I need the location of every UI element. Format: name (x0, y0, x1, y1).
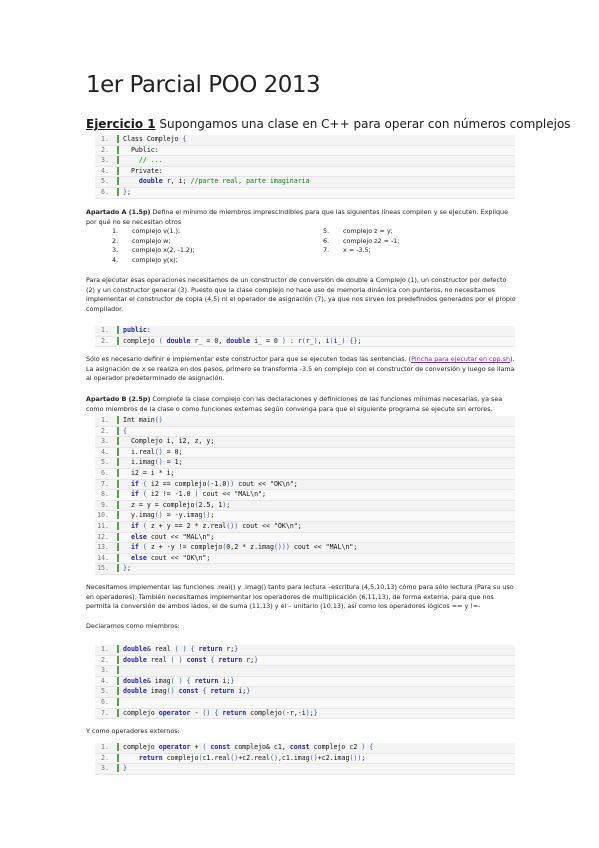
list-item (323, 246, 400, 256)
line-number: 7. (101, 479, 109, 488)
list-number: 1. (112, 227, 119, 235)
apartado-b-body: Complete la clase complejo con las declaraciones y definiciones de las funciones mínimas necesarias, ya sea como miembros de la clase o como funciones externas según convenga para que el siguiente programa se ejecute sin errores. (86, 395, 503, 413)
code-text: else cout << "OK\n"; (117, 554, 210, 562)
code-line (95, 501, 515, 512)
line-number: 15. (97, 564, 109, 573)
code-text: }; (117, 564, 131, 572)
code-block-constructor (95, 326, 515, 347)
line-number: 2. (101, 753, 109, 762)
line-number: 5. (101, 687, 109, 696)
line-number: 1. (101, 135, 109, 143)
list-number: 3. (112, 246, 119, 255)
line-number: 4. (101, 447, 109, 456)
list-item (112, 246, 195, 256)
code-text: Class Complejo { (117, 135, 187, 143)
code-text: { (117, 427, 127, 435)
code-text: if ( i2 == complejo(-1.0)) cout << "OK\n"; (117, 480, 298, 488)
exercise-label: Ejercicio 1 (86, 117, 156, 131)
code-text: z = y = complejo(2.5, 1); (117, 501, 230, 509)
code-line (95, 156, 515, 167)
apartado-b-label: Apartado B (2.5p) (86, 395, 151, 403)
line-number: 11. (97, 521, 109, 530)
list-number: 5. (323, 227, 330, 235)
paragraph-5: Y como operadores externos: (86, 727, 180, 735)
run-cpp-link[interactable]: Pincha para ejecutar en cpp.sh (411, 355, 511, 363)
line-number: 13. (97, 543, 109, 552)
code-text: Complejo i, i2, z, y; (117, 437, 214, 445)
code-block-external (95, 743, 515, 775)
list-number: 2. (112, 236, 119, 245)
page-title: 1er Parcial POO 2013 (86, 72, 321, 98)
line-number: 1. (101, 743, 109, 751)
list-item (323, 237, 400, 247)
code-line (95, 754, 515, 765)
line-number: 5. (101, 177, 109, 186)
line-number: 6. (101, 187, 109, 196)
code-text: if ( i2 != -1.0 ) cout << "MAL\n"; (117, 490, 266, 498)
code-line (95, 188, 515, 199)
code-line (95, 416, 515, 427)
code-text: Int main() (117, 416, 163, 424)
code-line (95, 511, 515, 522)
list-item (112, 237, 195, 247)
line-number: 2. (101, 336, 109, 345)
line-number: 3. (101, 437, 109, 446)
code-line (95, 764, 515, 775)
exercise-text: Supongamos una clase en C++ para operar con números complejos (155, 117, 571, 131)
line-number: 1. (101, 645, 109, 653)
code-text: else cout << "MAL\n"; (117, 533, 214, 541)
code-text: i2 = i * i; (117, 469, 175, 477)
apartado-a-label: Apartado A (1.5p) (86, 208, 151, 216)
paragraph-1: Para ejecutar esas operaciones necesitamos de un constructor de conversión de double a Complejo (1), un constructor por defecto (2) y un constructor general (3). Puesto que la clase complejo no hace uso de memoria dinámica con punteros, no necesitamos implementar el constructor de copia (4,5) ni el operador de asignación (7), ya que nos sirven los predefinidos generados por el propio compilador. (86, 276, 516, 313)
list-item (112, 256, 195, 266)
line-number: 3. (101, 764, 109, 773)
code-text: } (117, 764, 127, 772)
line-number: 7. (101, 708, 109, 717)
code-line (95, 554, 515, 565)
line-number: 3. (101, 156, 109, 165)
code-text: i.imag() = 1; (117, 458, 183, 466)
code-line (95, 448, 515, 459)
list-text: complejo y(x); (132, 255, 178, 264)
code-line (95, 698, 515, 709)
apartado-a-text (86, 208, 516, 227)
line-number: 1. (101, 326, 109, 334)
list-text: complejo z = y; (343, 227, 393, 235)
line-number: 5. (101, 458, 109, 467)
list-text: complejo z2 = -1; (343, 236, 400, 245)
code-block-class (95, 135, 515, 199)
code-line (95, 666, 515, 677)
apartado-b-text (86, 395, 516, 414)
code-line (95, 687, 515, 698)
list-number: 7. (323, 246, 330, 255)
list-text: complejo x(2, -1.2); (132, 246, 195, 255)
code-line (95, 709, 515, 720)
code-text: public: (117, 326, 151, 334)
code-text: complejo operator - () { return complejo(-r,-i);} (117, 709, 318, 717)
line-number: 10. (97, 511, 109, 520)
paragraph-2 (86, 355, 516, 384)
list-text: x = -3.5; (343, 246, 371, 255)
code-line (95, 469, 515, 480)
line-number: 14. (97, 553, 109, 562)
code-text: if ( z + -y != complejo(0,2 * z.imag())) cout << "MAL\n"; (117, 543, 357, 551)
list-item (323, 227, 400, 237)
line-number: 2. (101, 655, 109, 664)
code-text: y.imag() = -y.imag(); (117, 511, 214, 519)
line-number: 2. (101, 426, 109, 435)
list-number: 4. (112, 255, 119, 264)
code-text: double imag() const { return i;} (117, 687, 250, 695)
code-text (117, 698, 123, 706)
code-line (95, 458, 515, 469)
code-line (95, 326, 515, 337)
code-line (95, 490, 515, 501)
list-item (112, 227, 195, 237)
code-text: double& real ( ) { return r;} (117, 645, 238, 653)
code-text: double& imag( ) { return i;} (117, 677, 234, 685)
code-line (95, 656, 515, 667)
list-a-right (323, 227, 400, 256)
code-text: complejo operator + ( const complejo& c1, const complejo c2 ) { (117, 743, 373, 751)
apartado-a-body: Defina el mínimo de miembros imprescindibles para que las siguientes líneas compilen y se ejecuten. Explique por qué no se necesitan otros (86, 208, 509, 226)
code-line (95, 543, 515, 554)
code-text: Private: (117, 167, 163, 175)
code-line (95, 677, 515, 688)
code-line (95, 533, 515, 544)
code-line (95, 564, 515, 575)
list-a-left (112, 227, 195, 265)
code-text: }; (117, 188, 131, 196)
line-number: 2. (101, 145, 109, 154)
code-line (95, 135, 515, 146)
code-text: double r, i; //parte real, parte imaginaria (117, 177, 310, 185)
paragraph-2-b: ). La asignación de x se realiza en dos pasos, primero se transforma -3.5 en complejo con el constructor de conversión y luego se llama al operador predeterminado de asignación. (86, 355, 515, 383)
paragraph-3: Necesitamos implementar las funciones .real() y .imag() tanto para lectura –escritura (4,5,10,13) cómo para sólo lectura (Para su uso en operadores). También necesitamos implementar los operadores de multiplicación (6,11,13), de forma externa, para que nos permita la conversión de ambos lados, el de suma (11,13) y el – unitario (10,13), así como los operadores lógicos == y !=- (86, 583, 514, 611)
line-number: 12. (97, 532, 109, 541)
code-text: i.real() = 0; (117, 448, 183, 456)
code-text: double real ( ) const { return r;} (117, 656, 258, 664)
code-block-members (95, 645, 515, 719)
code-line (95, 337, 515, 348)
exercise-heading (86, 117, 571, 131)
line-number: 1. (101, 416, 109, 424)
line-number: 3. (101, 666, 109, 675)
paragraph-2-a: Sólo es necesario definir e implementar este constructor para que se ejecuten todas las sentencias. ( (86, 355, 412, 363)
code-text: return complejo(c1.real()+c2.real(),c1.imag()+c2.imag()); (117, 754, 365, 762)
line-number: 9. (101, 500, 109, 509)
line-number: 6. (101, 697, 109, 706)
list-text: complejo w; (132, 236, 171, 245)
code-line (95, 427, 515, 438)
code-line (95, 167, 515, 178)
list-number: 6. (323, 236, 330, 245)
code-block-main (95, 416, 515, 575)
code-line (95, 743, 515, 754)
paragraph-4: Declaramos como miembros: (86, 622, 180, 630)
line-number: 8. (101, 490, 109, 499)
code-text: if ( z + y == 2 * z.real()) cout << "OK\n"; (117, 522, 302, 530)
code-text: complejo ( double r_ = 0, double i_ = 0 ) : r(r_), i(i_) {}; (117, 337, 361, 345)
line-number: 6. (101, 468, 109, 477)
code-text (117, 666, 123, 674)
list-text: complejo v(1.); (132, 227, 181, 235)
code-line (95, 645, 515, 656)
code-text: // ... (117, 156, 163, 164)
line-number: 4. (101, 676, 109, 685)
code-text: Public: (117, 146, 159, 154)
code-line (95, 480, 515, 491)
code-line (95, 522, 515, 533)
code-line (95, 177, 515, 188)
code-line (95, 437, 515, 448)
code-line (95, 146, 515, 157)
line-number: 4. (101, 166, 109, 175)
